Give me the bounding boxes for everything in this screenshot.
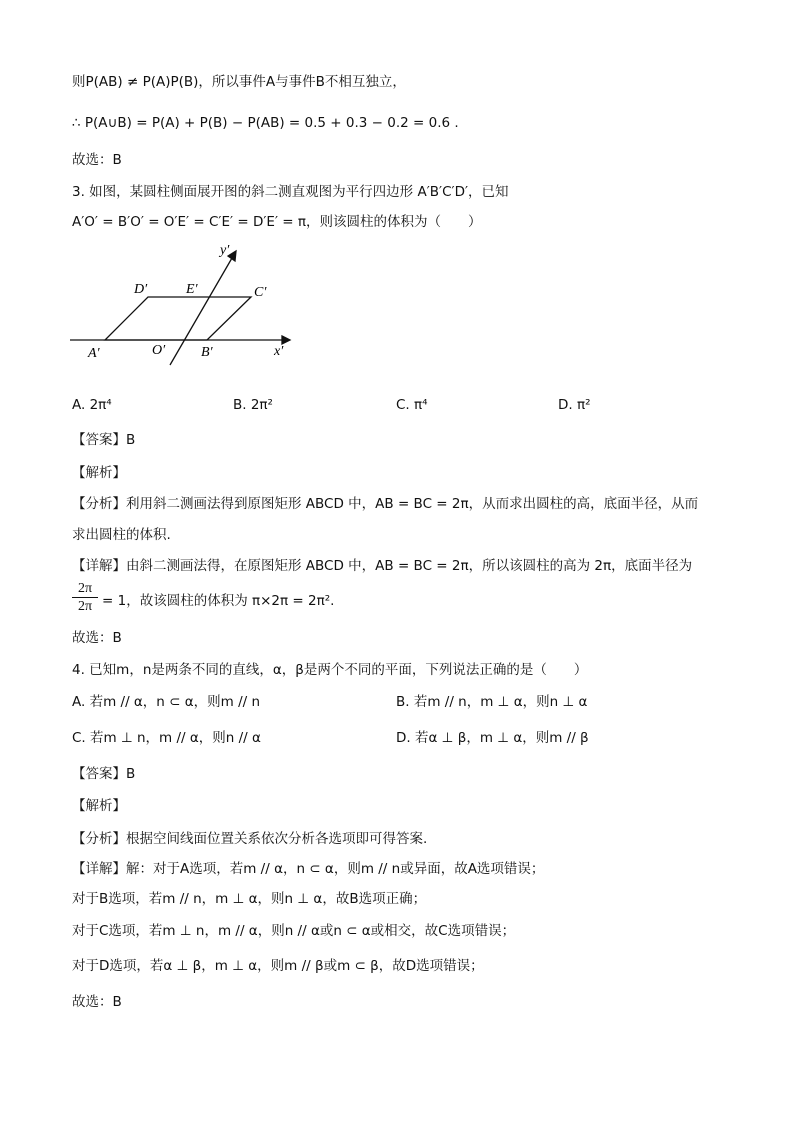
- label-d: D′: [134, 282, 148, 297]
- x-axis-arrow: [282, 336, 290, 344]
- line-union-probability: ∴ P(A∪B) = P(A) + P(B) − P(AB) = 0.5 + 0.3 − 0.2 = 0.6 .: [72, 115, 459, 131]
- q3-answer: 【答案】B: [72, 432, 136, 448]
- q4-detail-2: 对于B选项，若m // n，m ⊥ α，则n ⊥ α，故B选项正确；: [72, 891, 427, 907]
- q3-option-d: D. π²: [558, 397, 591, 413]
- label-a: A′: [88, 346, 100, 361]
- fraction-denominator: 2π: [77, 599, 93, 614]
- q4-answer: 【答案】B: [72, 766, 136, 782]
- line-independence: 则P(AB) ≠ P(A)P(B)，所以事件A与事件B不相互独立，: [72, 74, 406, 90]
- label-b: B′: [201, 345, 213, 360]
- label-e: E′: [186, 282, 198, 297]
- question-4-stem: 4. 已知m，n是两条不同的直线，α，β是两个不同的平面，下列说法正确的是（ ）: [72, 662, 588, 678]
- fraction-numerator: 2π: [72, 580, 98, 598]
- q3-option-c: C. π⁴: [396, 397, 428, 413]
- label-c: C′: [254, 285, 267, 300]
- q3-analysis-2: 求出圆柱的体积.: [72, 527, 171, 543]
- q3-select: 故选：B: [72, 630, 122, 646]
- q3-option-b: B. 2π²: [233, 397, 273, 413]
- q4-option-d: D. 若α ⊥ β，m ⊥ α，则m // β: [396, 730, 589, 746]
- parallelogram: [105, 297, 251, 340]
- q3-fraction: [72, 580, 98, 615]
- line-select-1: 故选：B: [72, 152, 122, 168]
- question-3-stem-1: 3. 如图，某圆柱侧面展开图的斜二测直观图为平行四边形 A′B′C′D′，已知: [72, 184, 509, 200]
- q4-detail-1: 【详解】解：对于A选项，若m // α，n ⊂ α，则m // n或异面，故A选项错误；: [72, 861, 545, 877]
- q3-jiexi: 【解析】: [72, 465, 126, 481]
- q3-detail-1: 【详解】由斜二测画法得，在原图矩形 ABCD 中，AB = BC = 2π，所以该圆柱的高为 2π，底面半径为: [72, 558, 693, 574]
- q4-jiexi: 【解析】: [72, 798, 126, 814]
- label-x: x′: [274, 344, 284, 359]
- oblique-figure: [60, 240, 300, 370]
- question-3-stem-2: A′O′ = B′O′ = O′E′ = C′E′ = D′E′ = π，则该圆柱的体积为（ ）: [72, 214, 482, 230]
- label-o: O′: [152, 343, 166, 358]
- q3-analysis-1: 【分析】利用斜二测画法得到原图矩形 ABCD 中，AB = BC = 2π，从而求出圆柱的高，底面半径，从而: [72, 496, 699, 512]
- label-y: y′: [220, 243, 230, 258]
- q4-option-c: C. 若m ⊥ n，m // α，则n // α: [72, 730, 261, 746]
- q4-detail-3: 对于C选项，若m ⊥ n，m // α，则n // α或n ⊂ α或相交，故C选项错误；: [72, 923, 516, 939]
- q3-option-a: A. 2π⁴: [72, 397, 112, 413]
- q3-detail-2: = 1，故该圆柱的体积为 π×2π = 2π².: [102, 593, 335, 609]
- q4-option-a: A. 若m // α，n ⊂ α，则m // n: [72, 694, 261, 710]
- q4-detail-4: 对于D选项，若α ⊥ β，m ⊥ α，则m // β或m ⊂ β，故D选项错误；: [72, 958, 484, 974]
- q4-analysis: 【分析】根据空间线面位置关系依次分析各选项即可得答案.: [72, 831, 428, 847]
- q4-option-b: B. 若m // n，m ⊥ α，则n ⊥ α: [396, 694, 588, 710]
- q4-select: 故选：B: [72, 994, 122, 1010]
